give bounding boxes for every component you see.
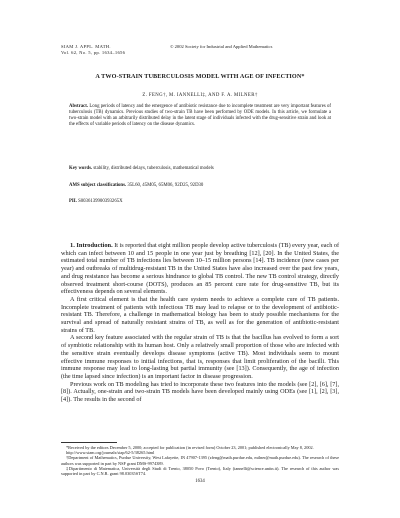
ams-label: AMS subject classifications. [69, 183, 127, 188]
ams-text: 35L60, 45M05, 65M06, 92D25, 92D30 [127, 183, 204, 188]
keywords-text: stability, distributed delays, tuberculosis, mathematical models [93, 166, 214, 171]
paragraph-2: A first critical element is that the health care system needs to achieve a complete cure of TB patients. Incomplete treatment of patients with infectious TB may lead to relapse or to the development of antibiotic-resistant TB. Therefore, a challenge in mathematical biology has been to study possible mechanisms for the survival and spread of naturally resistant strains of TB, as well as for the generation of antibiotic-resistant strains of TB. [61, 295, 339, 334]
footnote-purdue: †Department of Mathematics, Purdue University, West Lafayette, IN 47907-1395 (zfeng@math.purdue.edu, milner@math.purdue.edu). The research of these authors was supported in part by NSF grant DMS-9974389. [61, 455, 339, 466]
abstract-label: Abstract. [69, 104, 89, 109]
footnote-trento: ‡Dipartimento di Matematica, Università degli Studi di Trento, 38050 Povo (Trento), Italy (iannelli@science.unitn.it). The research of this author was supported in part by C.N.R. grant 98.03035ST74. [61, 465, 339, 477]
footnotes [61, 445, 339, 476]
abstract-text: Long periods of latency and the emergence of antibiotic resistance due to incomplete treatment are very important features of tuberculosis (TB) dynamics. Previous studies of two-strain TB have been performed by ODE models. In this article, we formulate a two-strain model with an arbitrarily distributed delay in the latent stage of individuals infected with the drug-sensitive strain and look at the effects of variable periods of latency on the disease dynamics. [69, 104, 332, 127]
page-number: 1634 [195, 479, 205, 484]
journal-name: SIAM J. APPL. MATH. [61, 44, 111, 49]
author-list: Z. FENG†, M. IANNELLI‡, AND F. A. MILNER† [142, 93, 258, 98]
pii-label: PII. [69, 199, 77, 204]
abstract [69, 104, 331, 128]
paragraph-3: A second key feature associated with the regular strain of TB is that the bacillus has evolved to form a sort of symbiotic relationship with its human host. Only a relatively small proportion of those who are infected with the sensitive strain eventually develops disease symptoms (active TB). Most individuals seem to mount effective immune responses to initial infections, that is, responses that limit proliferation of the bacilli. This immune response may lead to long-lasting but partial immunity (see [13]). Consequently, the age of infection (the time lapsed since infection) is an important factor in disease progression. [61, 334, 339, 380]
journal-header [61, 44, 125, 56]
pii-text: S0036139900393265X [78, 199, 123, 204]
ams-classifications [69, 183, 331, 189]
paragraph-1: It is reported that eight million people develop active tuberculosis (TB) every year, each of which can infect between 10 and 15 people in one year just by breathing [12], [20]. In the United States, the estimated total number of TB infections lies between 10–15 million persons [14]. TB incidence (new cases per year) and outbreaks of multidrug-resistant TB in the United States have also increased over the past few years, and drug resistance has become a serious hindrance to global TB control. The new TB control strategy, directly observed treatment short-course (DOTS), produces an 85 percent cure rate for drug-sensitive TB, but its effectiveness depends on several elements. [61, 242, 340, 296]
keywords-label: Key words. [69, 166, 93, 171]
paragraph-4: Previous work on TB modeling has tried to incorporate these two features into the models (see [2], [6], [7], [8]). Actually, one-strain and two-strain TB models have been developed mainly using ODEs (see [1], [2], [3], [4]). The results in the second of [61, 380, 339, 404]
copyright-notice: © 2002 Society for Industrial and Applied Mathematics [170, 44, 273, 49]
pii [69, 199, 331, 205]
footnote-rule [61, 442, 117, 443]
footnote-received: *Received by the editors December 5, 2000; accepted for publication (in revised form) October 23, 2001; published electronically May 8, 2002. [66, 445, 314, 450]
section-heading: 1. Introduction. [70, 242, 113, 249]
footnote-url[interactable]: http://www.siam.org/journals/siap/62-5/38265.html [66, 450, 155, 456]
paper-title: A TWO-STRAIN TUBERCULOSIS MODEL WITH AGE OF INFECTION* [95, 73, 305, 80]
introduction-section [61, 242, 339, 404]
keywords [69, 166, 331, 172]
journal-volume: Vol. 62, No. 5, pp. 1634–1656 [61, 50, 126, 55]
